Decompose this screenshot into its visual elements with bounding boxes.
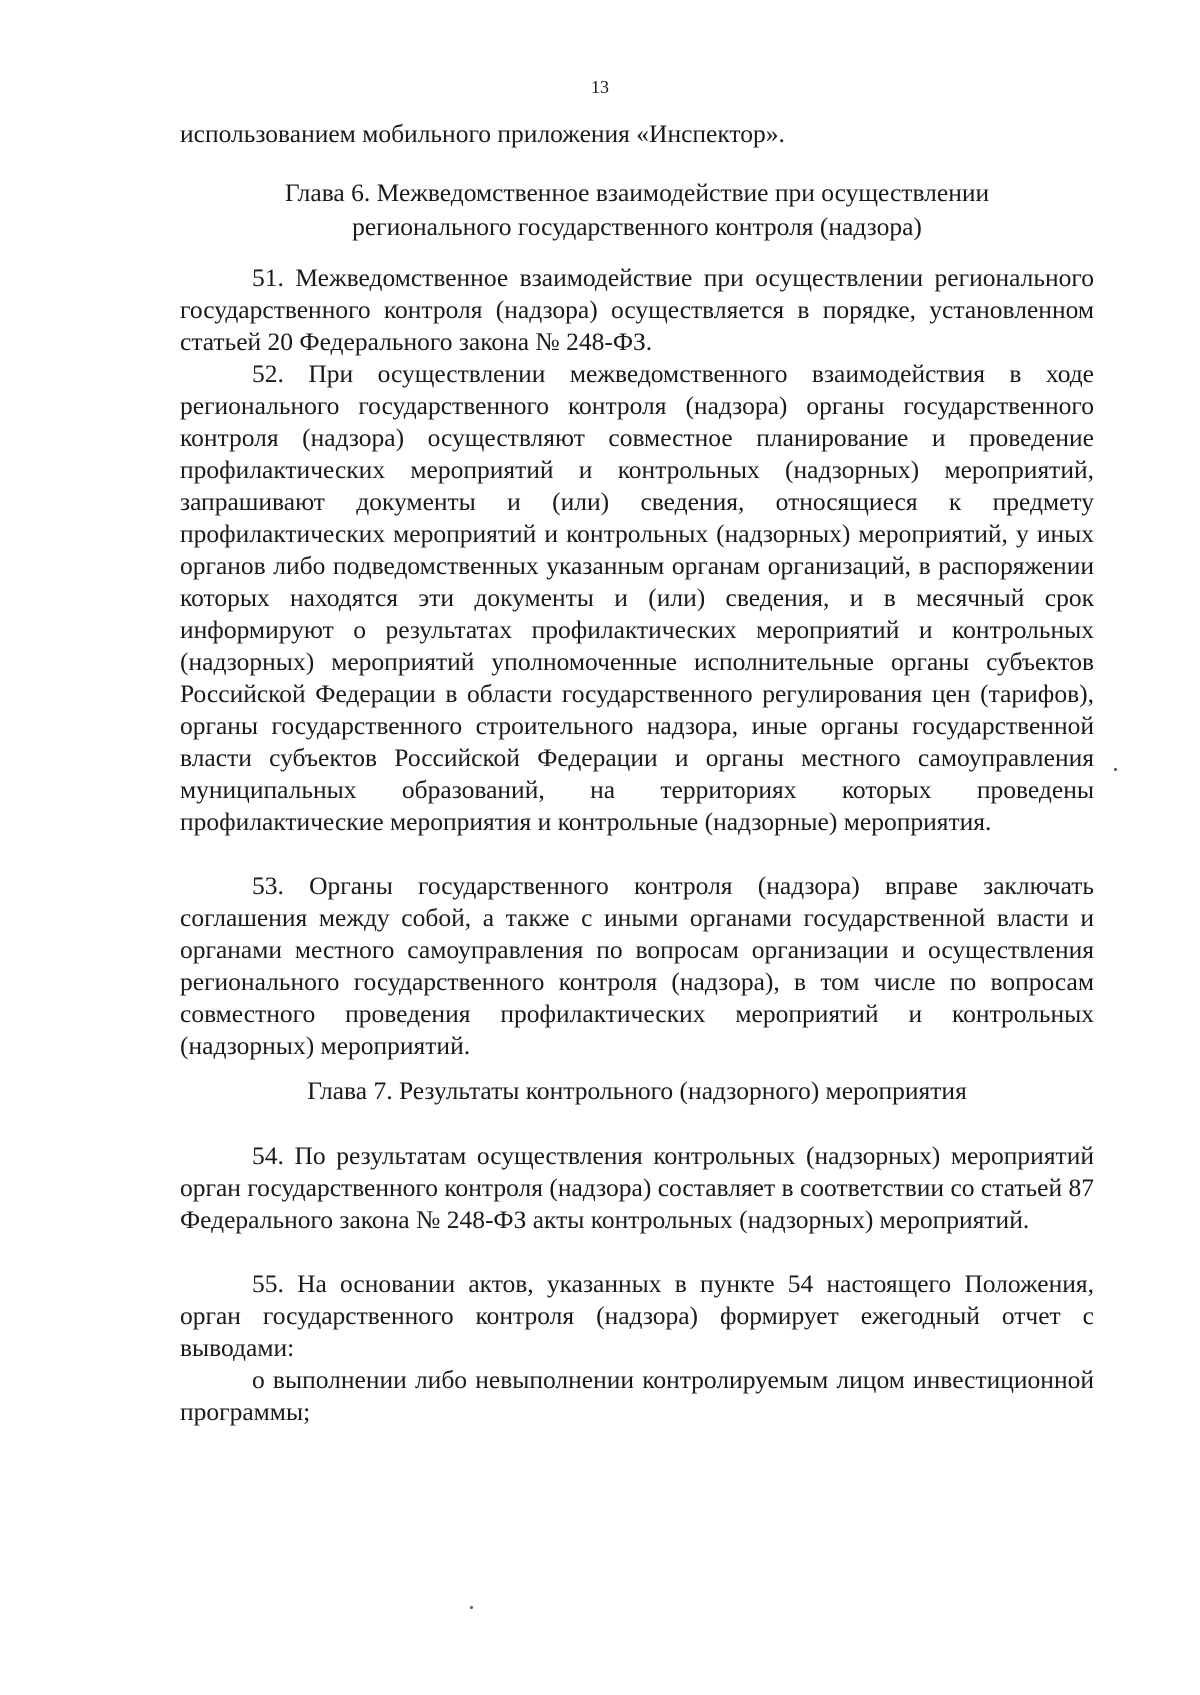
paragraph-53: 53. Органы государственного контроля (надзора) вправе заключать соглашения между собой, а также с иными органами государственной власти и органами местного самоуправления по вопросам организации и осуществления регионального государственного контроля (надзора), в том числе по вопросам совместного проведения профилактических мероприятий и контрольных (надзорных) мероприятий. xyxy=(180,871,1094,1060)
chapter-6-heading xyxy=(180,176,1094,244)
paragraph-51: 51. Межведомственное взаимодействие при осуществлении регионального государственного контроля (надзора) осуществляется в порядке, установленном статьей 20 Федерального закона № 248-ФЗ. xyxy=(180,263,1094,356)
paragraph-54: 54. По результатам осуществления контрольных (надзорных) мероприятий орган государственного контроля (надзора) составляет в соответствии со статьей 87 Федерального закона № 248-ФЗ акты контрольных (надзорных) мероприятий. xyxy=(180,1141,1094,1234)
chapter-6-heading-line-2: регионального государственного контроля (надзора) xyxy=(352,212,922,241)
page-number: 13 xyxy=(591,77,609,97)
continuation-text: использованием мобильного приложения «Инспектор». xyxy=(180,119,785,148)
chapter-6-heading-line-1: Глава 6. Межведомственное взаимодействие при осуществлении xyxy=(284,178,990,207)
scan-speck xyxy=(470,1606,473,1609)
paragraph-55: 55. На основании актов, указанных в пункте 54 настоящего Положения, орган государственного контроля (надзора) формирует ежегодный отчет с выводами: xyxy=(180,1269,1094,1362)
scan-speck xyxy=(1114,768,1117,771)
chapter-7-heading: Глава 7. Результаты контрольного (надзорного) мероприятия xyxy=(307,1076,967,1105)
paragraph-52: 52. При осуществлении межведомственного взаимодействия в ходе регионального государственного контроля (надзора) органы государственного контроля (надзора) осуществляют совместное планирование и проведение профилактических мероприятий и контрольных (надзорных) мероприятий, запрашивают документы и (или) сведения, относящиеся к предмету профилактических мероприятий и контрольных (надзорных) мероприятий, у иных органов либо подведомственных указанным органам организаций, в распоряжении которых находятся эти документы и (или) сведения, и в месячный срок информируют о результатах профилактических мероприятий и контрольных (надзорных) мероприятий уполномоченные исполнительные органы субъектов Российской Федерации в области государственного регулирования цен (тарифов), органы государственного строительного надзора, иные органы государственной власти субъектов Российской Федерации и органы местного самоуправления муниципальных образований, на территориях которых проведены профилактические мероприятия и контрольные (надзорные) мероприятия. xyxy=(180,359,1094,836)
paragraph-55-item-1: о выполнении либо невыполнении контролируемым лицом инвестиционной программы; xyxy=(180,1365,1094,1426)
